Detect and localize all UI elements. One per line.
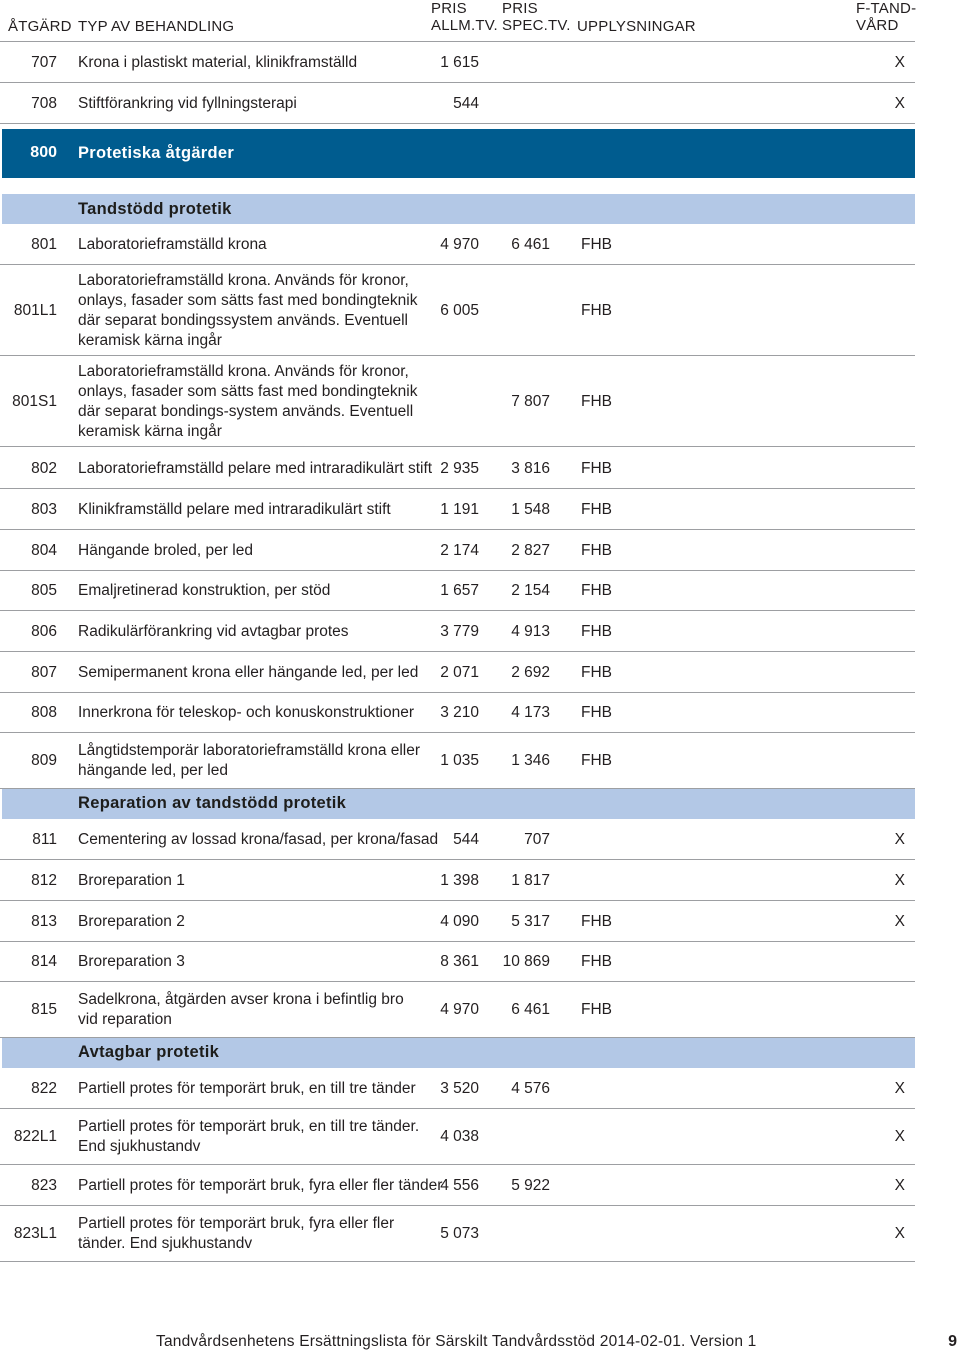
row-price-allm: 4 970 <box>440 236 479 253</box>
row-price-spec: 3 816 <box>511 460 550 477</box>
row-code: 813 <box>31 913 57 930</box>
row-description: Cementering av lossad krona/fasad, per krona/fasad <box>78 831 439 848</box>
row-price-allm: 4 556 <box>440 1177 479 1194</box>
row-code: 801S1 <box>12 393 57 410</box>
row-price-allm: 2 935 <box>440 460 479 477</box>
row-code: 707 <box>31 54 57 71</box>
section-code: 800 <box>30 144 57 161</box>
row-ftandvard: X <box>894 95 905 112</box>
row-description: Broreparation 1 <box>78 872 185 889</box>
table-row <box>0 692 915 733</box>
row-upplysningar: FHB <box>581 664 612 681</box>
table-row <box>0 224 915 265</box>
row-upplysningar: FHB <box>581 460 612 477</box>
row-description: Hängande broled, per led <box>78 542 253 559</box>
row-price-spec: 4 576 <box>511 1080 550 1097</box>
table-row <box>0 652 915 693</box>
row-code: 814 <box>31 953 57 970</box>
header-ftandvard <box>856 0 916 34</box>
row-description: Partiell protes för temporärt bruk, fyra eller fler tänder. End sjukhustandv <box>78 1215 395 1252</box>
row-ftandvard: X <box>894 54 905 71</box>
row-price-allm: 4 970 <box>440 1001 479 1018</box>
table-row <box>0 1165 915 1206</box>
row-upplysningar: FHB <box>581 501 612 518</box>
row-price-spec: 10 869 <box>502 953 550 970</box>
row-code: 708 <box>31 95 57 112</box>
table-row <box>0 611 915 652</box>
row-code: 823L1 <box>13 1225 57 1242</box>
row-code: 809 <box>31 752 57 769</box>
table-row <box>0 83 915 124</box>
row-price-allm: 1 657 <box>440 582 479 599</box>
row-description: Emaljretinerad konstruktion, per stöd <box>78 582 331 599</box>
row-description: Partiell protes för temporärt bruk, en till tre tänder <box>78 1080 416 1097</box>
table-row <box>0 982 915 1038</box>
row-code: 812 <box>31 872 57 889</box>
table-row <box>0 570 915 611</box>
header-pris-spec-line2: SPEC.TV. <box>502 17 571 34</box>
row-description: Partiell protes för temporärt bruk, fyra eller fler tänder <box>78 1177 443 1194</box>
row-price-allm: 5 073 <box>440 1225 479 1242</box>
row-price-spec: 7 807 <box>511 393 550 410</box>
row-price-allm: 2 174 <box>440 542 479 559</box>
row-upplysningar: FHB <box>581 752 612 769</box>
row-description: Semipermanent krona eller hängande led, per led <box>78 664 419 681</box>
row-description: Långtidstemporär laboratorieframställd krona eller hängande led, per led <box>78 742 421 779</box>
row-description: Klinikframställd pelare med intraradikulärt stift <box>78 501 391 518</box>
row-code: 811 <box>32 831 57 848</box>
row-description: Laboratorieframställd krona. Används för kronor, onlays, fasader som sätts fast med bondingteknik där separat bondingssystem används. Eventuell keramisk kärna ingår <box>78 272 418 349</box>
row-price-spec: 2 154 <box>511 582 550 599</box>
row-description: Radikulärförankring vid avtagbar protes <box>78 623 349 640</box>
subsection-title: Tandstödd protetik <box>78 200 232 218</box>
row-price-spec: 2 827 <box>511 542 550 559</box>
table-row <box>0 448 915 489</box>
row-price-allm: 2 071 <box>440 664 479 681</box>
header-ftandvard-line2: VÅRD <box>856 17 899 34</box>
row-code: 806 <box>31 623 57 640</box>
subsection-title: Avtagbar protetik <box>78 1043 220 1061</box>
row-price-allm: 1 398 <box>440 872 479 889</box>
table-row <box>0 265 915 356</box>
row-price-allm: 3 520 <box>440 1080 479 1097</box>
section-title: Protetiska åtgärder <box>78 144 235 162</box>
header-ftandvard-line1: F-TAND- <box>856 0 917 17</box>
section-header <box>2 129 915 178</box>
row-description: Sadelkrona, åtgärden avser krona i befintlig bro vid reparation <box>78 991 404 1028</box>
table-row <box>0 901 915 942</box>
row-code: 823 <box>31 1177 57 1194</box>
row-price-allm: 6 005 <box>440 302 479 319</box>
row-ftandvard: X <box>894 913 905 930</box>
row-description: Stiftförankring vid fyllningsterapi <box>78 95 297 112</box>
row-description: Partiell protes för temporärt bruk, en till tre tänder. End sjukhustandv <box>78 1118 420 1155</box>
table-row <box>0 819 915 860</box>
row-price-allm: 4 090 <box>440 913 479 930</box>
table-row <box>0 42 915 83</box>
header-pris-spec-line1: PRIS <box>502 0 538 17</box>
row-price-allm: 1 191 <box>440 501 479 518</box>
row-price-allm: 3 779 <box>440 623 479 640</box>
row-divider <box>0 123 915 124</box>
row-description: Laboratorieframställd pelare med intraradikulärt stift <box>78 460 433 477</box>
subsection-band-reparation <box>2 789 915 819</box>
row-description: Innerkrona för teleskop- och konuskonstruktioner <box>78 704 415 721</box>
row-upplysningar: FHB <box>581 704 612 721</box>
row-code: 804 <box>31 542 57 559</box>
header-upplysningar: UPPLYSNINGAR <box>577 18 696 35</box>
row-upplysningar: FHB <box>581 302 612 319</box>
row-description: Laboratorieframställd krona <box>78 236 267 253</box>
header-typ: TYP AV BEHANDLING <box>78 18 235 35</box>
table-row <box>0 530 915 571</box>
row-upplysningar: FHB <box>581 582 612 599</box>
row-divider <box>0 446 915 447</box>
row-description: Broreparation 2 <box>78 913 185 930</box>
row-price-spec: 6 461 <box>511 236 550 253</box>
row-upplysningar: FHB <box>581 623 612 640</box>
row-price-allm: 1 035 <box>440 752 479 769</box>
subsection-band-tandstodd <box>2 194 915 224</box>
row-upplysningar: FHB <box>581 393 612 410</box>
header-atgard: ÅTGÄRD <box>8 18 72 35</box>
table-row <box>0 860 915 901</box>
row-code: 801 <box>31 236 57 253</box>
row-ftandvard: X <box>894 1177 905 1194</box>
row-code: 801L1 <box>13 302 57 319</box>
table-row <box>0 489 915 530</box>
row-price-spec: 1 817 <box>511 872 550 889</box>
table-row <box>0 356 915 447</box>
row-upplysningar: FHB <box>581 1001 612 1018</box>
row-code: 802 <box>31 460 57 477</box>
row-ftandvard: X <box>894 1080 905 1097</box>
row-upplysningar: FHB <box>581 542 612 559</box>
header-pris-spec <box>502 0 571 34</box>
header-pris-allm-line2: ALLM.TV. <box>431 17 498 34</box>
row-code: 808 <box>31 704 57 721</box>
row-price-allm: 8 361 <box>440 953 479 970</box>
row-ftandvard: X <box>894 1225 905 1242</box>
row-ftandvard: X <box>894 1128 905 1145</box>
row-price-allm: 4 038 <box>440 1128 479 1145</box>
table-row <box>0 941 915 982</box>
row-price-spec: 4 173 <box>511 704 550 721</box>
row-price-spec: 4 913 <box>511 623 550 640</box>
row-upplysningar: FHB <box>581 236 612 253</box>
row-price-spec: 6 461 <box>511 1001 550 1018</box>
row-price-spec: 1 346 <box>511 752 550 769</box>
footer-text: Tandvårdsenhetens Ersättningslista för Särskilt Tandvårdsstöd 2014-02-01. Version 1 <box>156 1333 757 1350</box>
row-price-spec: 1 548 <box>511 501 550 518</box>
row-ftandvard: X <box>894 872 905 889</box>
row-ftandvard: X <box>894 831 905 848</box>
row-code: 807 <box>31 664 57 681</box>
row-description: Krona i plastiskt material, klinikframställd <box>78 54 358 71</box>
row-code: 805 <box>31 582 57 599</box>
row-description: Laboratorieframställd krona. Används för kronor, onlays, fasader som sätts fast med bondingteknik där separat bondings-system används. Eventuell keramisk kärna ingår <box>78 363 418 440</box>
row-upplysningar: FHB <box>581 953 612 970</box>
row-upplysningar: FHB <box>581 913 612 930</box>
row-price-spec: 5 922 <box>511 1177 550 1194</box>
row-price-allm: 544 <box>453 831 479 848</box>
row-code: 822L1 <box>13 1128 57 1145</box>
table-row <box>0 1068 915 1109</box>
table-row <box>0 733 915 789</box>
subsection-title: Reparation av tandstödd protetik <box>78 794 347 812</box>
header-pris-allm <box>431 0 498 34</box>
row-code: 803 <box>31 501 57 518</box>
page-number: 9 <box>948 1333 957 1350</box>
row-price-spec: 2 692 <box>511 664 550 681</box>
row-price-allm: 3 210 <box>440 704 479 721</box>
row-description: Broreparation 3 <box>78 953 185 970</box>
row-divider <box>0 1261 915 1262</box>
table-row <box>0 1109 915 1165</box>
row-price-allm: 544 <box>453 95 479 112</box>
row-price-spec: 707 <box>524 831 550 848</box>
table-row <box>0 1206 915 1262</box>
subsection-band-avtagbar <box>2 1038 915 1068</box>
row-code: 822 <box>31 1080 57 1097</box>
row-price-allm: 1 615 <box>440 54 479 71</box>
header-pris-allm-line1: PRIS <box>431 0 467 17</box>
row-price-spec: 5 317 <box>511 913 550 930</box>
row-code: 815 <box>31 1001 57 1018</box>
